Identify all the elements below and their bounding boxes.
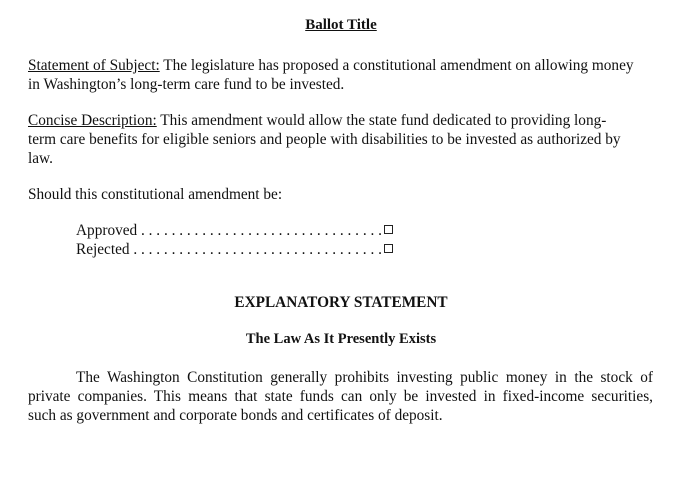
option-rejected[interactable] [76, 240, 393, 259]
paragraph-line-2: private companies. This means that state funds can only be invested in fixed-income securities, [28, 388, 653, 405]
concise-description-line-2: term care benefits for eligible seniors and people with disabilities to be invested as authorized by [28, 131, 621, 148]
statement-of-subject-line-1 [28, 56, 634, 75]
statement-of-subject-text: The legislature has proposed a constitutional amendment on allowing money [159, 57, 634, 74]
option-approved[interactable] [76, 221, 393, 240]
concise-description-line-3: law. [28, 150, 53, 167]
statement-of-subject-line-2: in Washington’s long-term care fund to be invested. [28, 76, 345, 93]
option-rejected-label: Rejected [76, 241, 130, 258]
paragraph-line-3: such as government and corporate bonds and certificates of deposit. [28, 407, 443, 424]
ballot-title-heading: Ballot Title [305, 17, 377, 33]
checkbox-approved[interactable] [384, 225, 393, 234]
statement-of-subject-label: Statement of Subject: [28, 57, 160, 74]
paragraph-line-1: The Washington Constitution generally prohibits investing public money in the stock of [76, 369, 653, 386]
concise-description-label: Concise Description: [28, 112, 157, 129]
dot-leader: . . . . . . . . . . . . . . . . . . . . . . . . . . . . . . . . [137, 222, 382, 239]
option-approved-label: Approved [76, 222, 138, 239]
dot-leader: . . . . . . . . . . . . . . . . . . . . . . . . . . . . . . . . . [129, 241, 382, 258]
checkbox-rejected[interactable] [384, 244, 393, 253]
law-presently-exists-heading: The Law As It Presently Exists [245, 331, 437, 347]
concise-description-text: This amendment would allow the state fund dedicated to providing long- [156, 112, 607, 129]
explanatory-statement-heading: EXPLANATORY STATEMENT [234, 294, 448, 311]
concise-description-line-1 [28, 111, 606, 130]
ballot-question: Should this constitutional amendment be: [28, 186, 283, 203]
